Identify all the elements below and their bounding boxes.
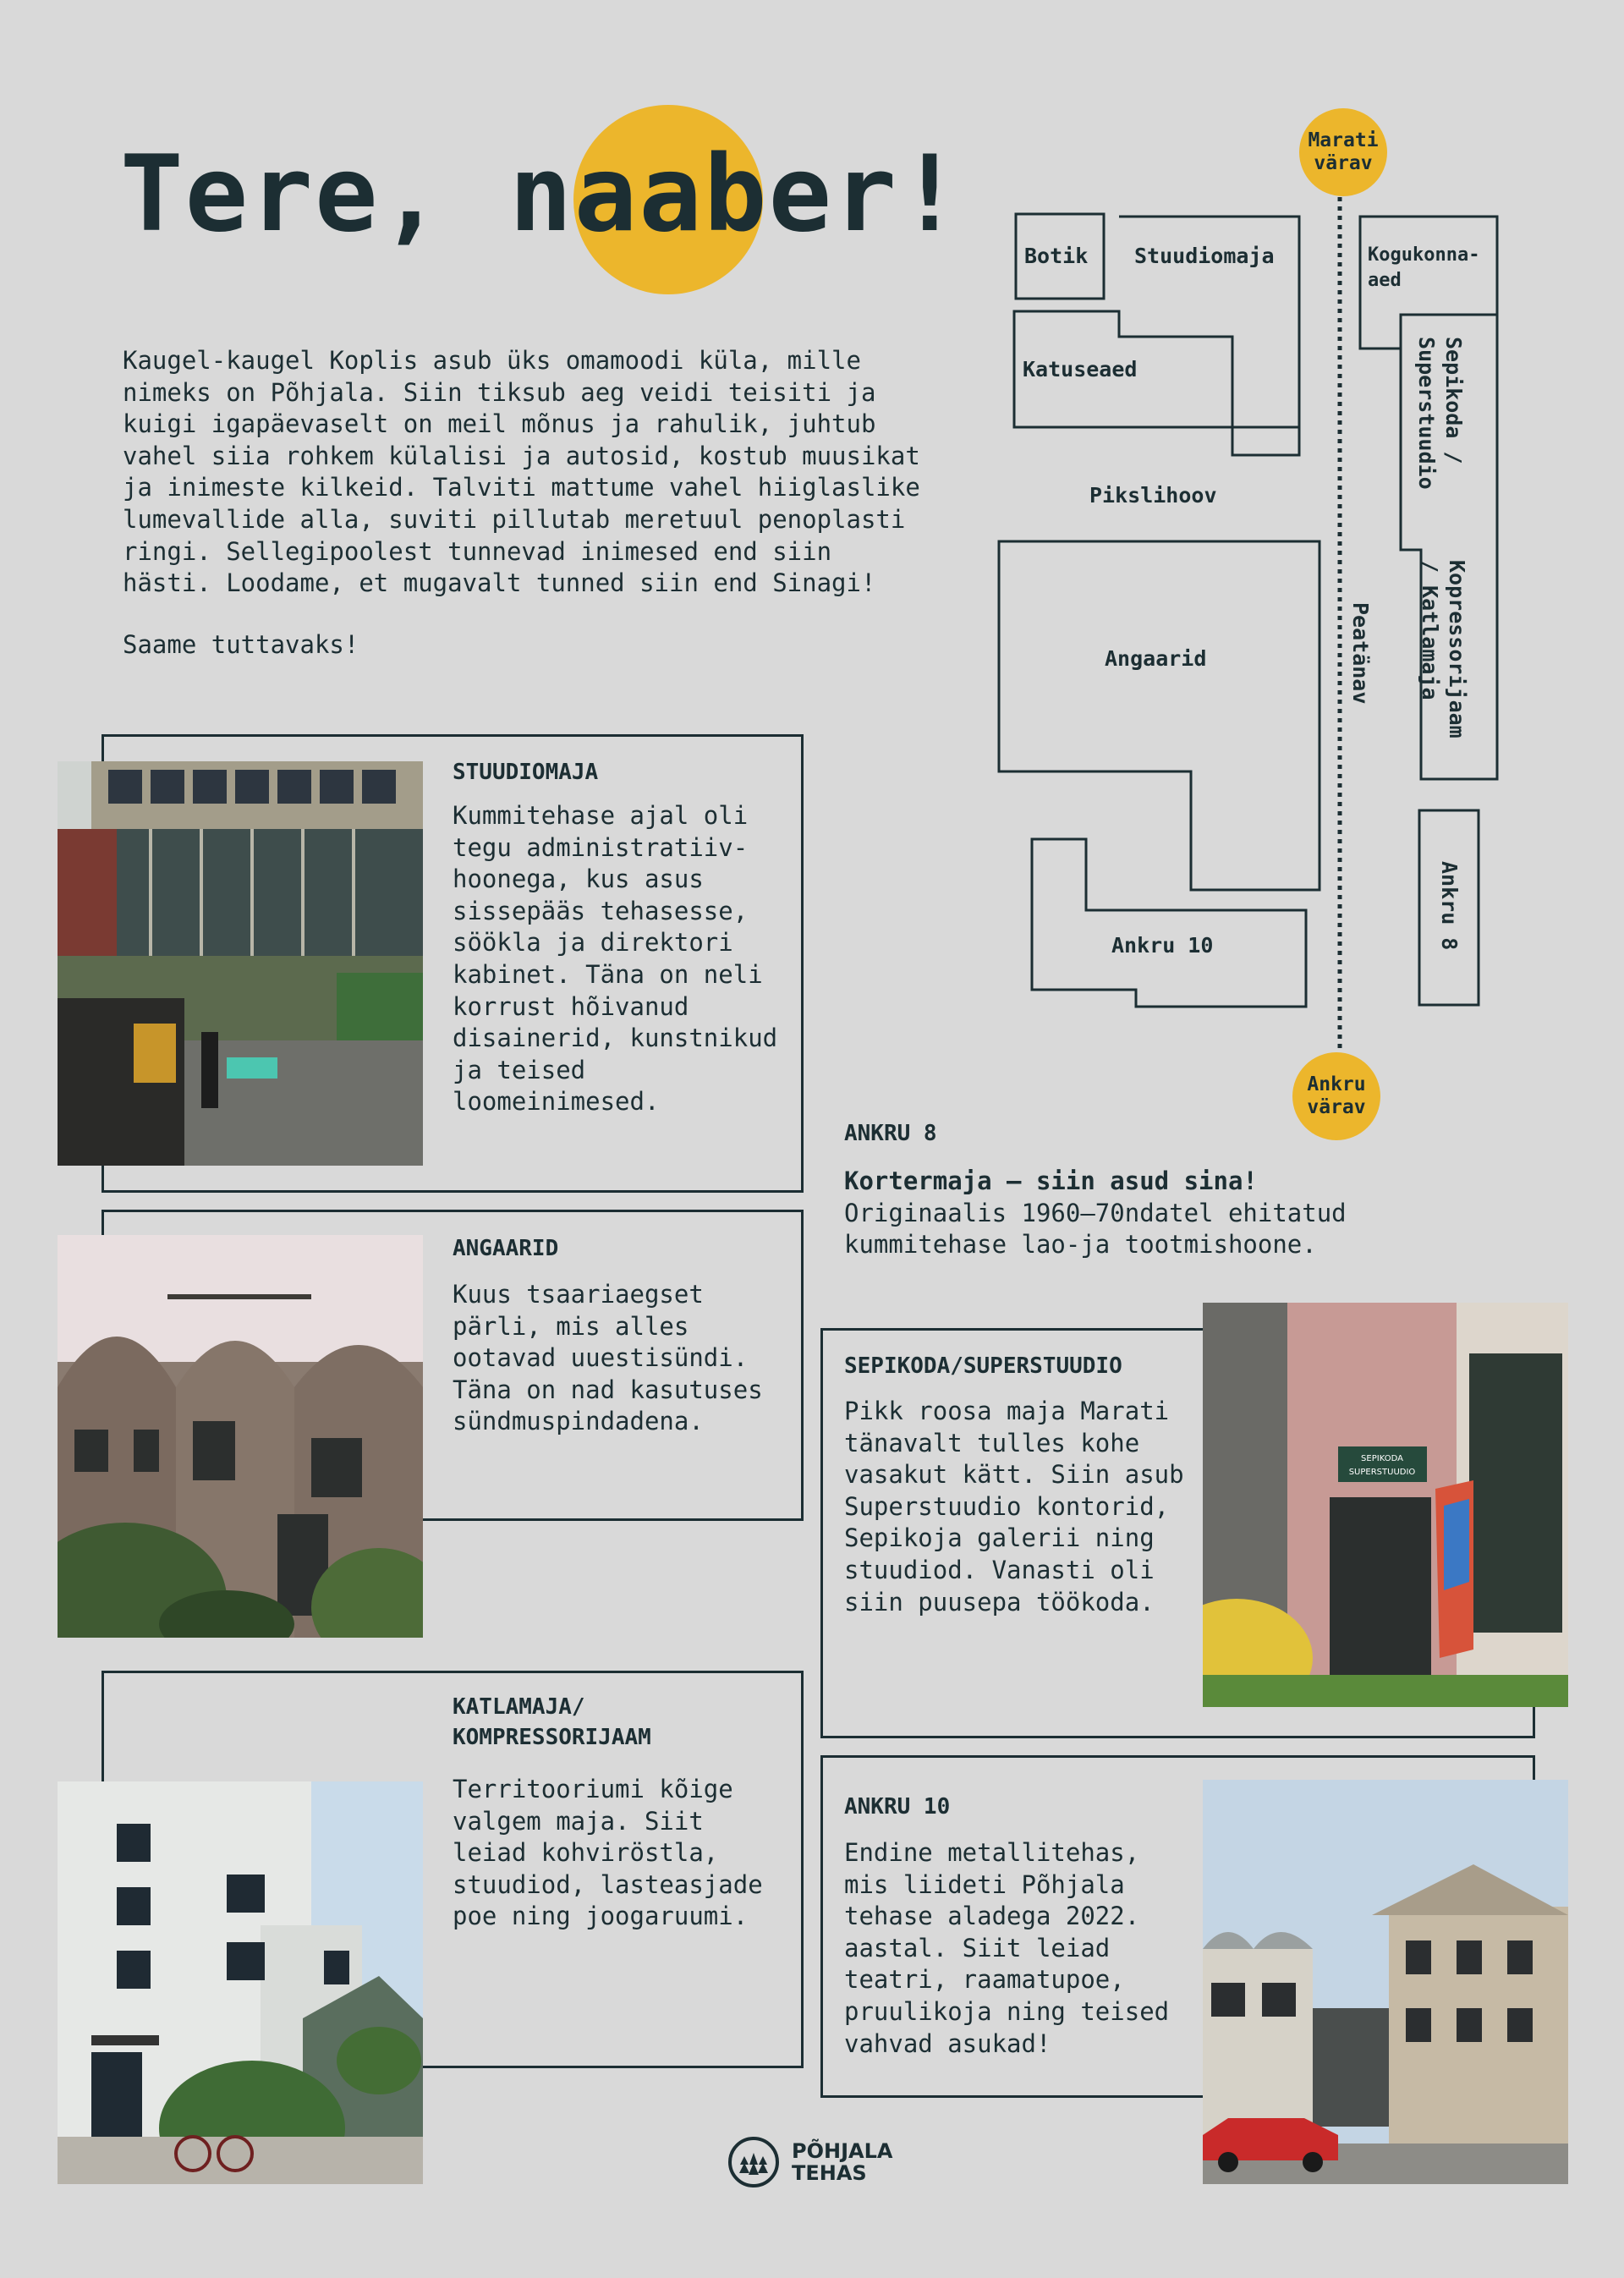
- card-stuudiomaja-text: Kummitehase ajal oli tegu administratiiv-hoonega, kus asus sissepääs tehasesse, söökla ja direktori kabinet. Täna on neli korrust hõivanud disainerid, kunstnikud ja teised loomeinimesed.: [453, 801, 778, 1117]
- card-katlamaja-title: KATLAMAJA/ KOMPRESSORIJAAM: [453, 1694, 651, 1750]
- map-building-angaarid: [999, 541, 1320, 890]
- map-building-kogukonnaaed: [1360, 217, 1497, 349]
- card-stuudiomaja-title: STUUDIOMAJA: [453, 760, 599, 785]
- card-ankru8-title: ANKRU 8: [844, 1121, 937, 1146]
- tree-logo-icon: [727, 2136, 780, 2188]
- map-building-botik: [1016, 214, 1104, 299]
- page-title: Tere, naaber!: [120, 134, 963, 255]
- logo-line1: PÕHJALA: [792, 2139, 893, 2163]
- photo-sepikoda: [1203, 1303, 1568, 1707]
- map-label-ankru10: Ankru 10: [1111, 933, 1214, 958]
- card-sepikoda-title: SEPIKODA/SUPERSTUUDIO: [844, 1353, 1122, 1379]
- photo-angaarid: [58, 1235, 423, 1638]
- map-label-botik: Botik: [1024, 244, 1089, 268]
- photo-stuudiomaja: [58, 761, 423, 1166]
- card-ankru10-text: Endine metallitehas, mis liideti Põhjala tehase aladega 2022. aastal. Siit leiad teatri, raamatupoe, pruulikoja ning teised vahvad asukad!: [844, 1838, 1170, 2058]
- card-angaarid-text: Kuus tsaariaegset pärli, mis alles ootavad uuestisündi. Täna on nad kasutuses sündmuspindadena.: [453, 1280, 763, 1436]
- sign-line2: SUPERSTUUDIO: [1348, 1468, 1416, 1477]
- map-building-ankru8: [1419, 810, 1479, 1005]
- sign-line1: SEPIKODA: [1361, 1454, 1403, 1463]
- map-label-angaarid: Angaarid: [1105, 646, 1207, 671]
- intro-text: Kaugel-kaugel Koplis asub üks omamoodi küla, mille nimeks on Põhjala. Siin tiksub aeg veidi teisiti ja kuigi igapäevaselt on meil mõnus ja rahulik, juhtub vahel siia rohkem külalisi ja autosid, kostub muusikat ja inimeste kilkeid. Talviti mattume vahel hiiglaslike lumevallide alla, suviti pillutab meretuul penoplasti ringi. Sellegipoolest tunnevad inimesed end siin hästi. Loodame, et mugavalt tunned siin end Sinagi!: [123, 346, 920, 598]
- map-label-stuudiomaja: Stuudiomaja: [1134, 244, 1275, 268]
- gate-ankru: Ankru värav: [1292, 1052, 1380, 1140]
- card-ankru8-subtitle: Kortermaja – siin asud sina!: [844, 1166, 1258, 1195]
- logo-line2: TEHAS: [792, 2161, 867, 2185]
- pohjala-tehas-logo: [727, 2136, 892, 2188]
- map-label-kogukonnaaed: Kogukonna- aed: [1368, 244, 1480, 291]
- gate-marati: Marati värav: [1299, 108, 1387, 196]
- intro-greeting: Saame tuttavaks!: [123, 630, 359, 659]
- map-building-stuudiomaja: [1014, 217, 1299, 455]
- photo-katlamaja: [58, 1781, 423, 2184]
- card-sepikoda-text: Pikk roosa maja Marati tänavalt tulles kohe vasakut kätt. Siin asub Superstuudio kontorid, Sepikoja galerii ning stuudiod. Vanasti oli siin puusepa töökoda.: [844, 1397, 1184, 1617]
- card-ankru8-body: Originaalis 1960–70ndatel ehitatud kummitehase lao-ja tootmishoone.: [844, 1198, 1347, 1260]
- map-label-katuseaed: Katuseaed: [1023, 357, 1138, 381]
- photo-ankru10: [1203, 1780, 1568, 2184]
- map-label-pikslihoov: Pikslihoov: [1089, 483, 1217, 508]
- map-label-ankru8: Ankru 8: [1437, 861, 1462, 951]
- map-label-peatanav: Peatänav: [1348, 602, 1373, 705]
- card-ankru8-text: [844, 1166, 1369, 1261]
- card-ankru10-title: ANKRU 10: [844, 1794, 951, 1820]
- card-katlamaja-text: Territooriumi kõige valgem maja. Siit leiad kohviröstla, stuudiod, lasteasjade poe ning joogaruumi.: [453, 1775, 763, 1931]
- map-building-katuseaed: [1014, 311, 1299, 455]
- map-label-sepikoda: Sepikoda / Superstuudio: [1414, 337, 1466, 490]
- map-building-ankru10: [1032, 839, 1306, 1007]
- map-label-kompressorijaam: Kopressorijaam / Katlamaja: [1418, 560, 1469, 738]
- card-angaarid-title: ANGAARID: [453, 1236, 559, 1261]
- map-building-sepikoda: [1401, 315, 1497, 779]
